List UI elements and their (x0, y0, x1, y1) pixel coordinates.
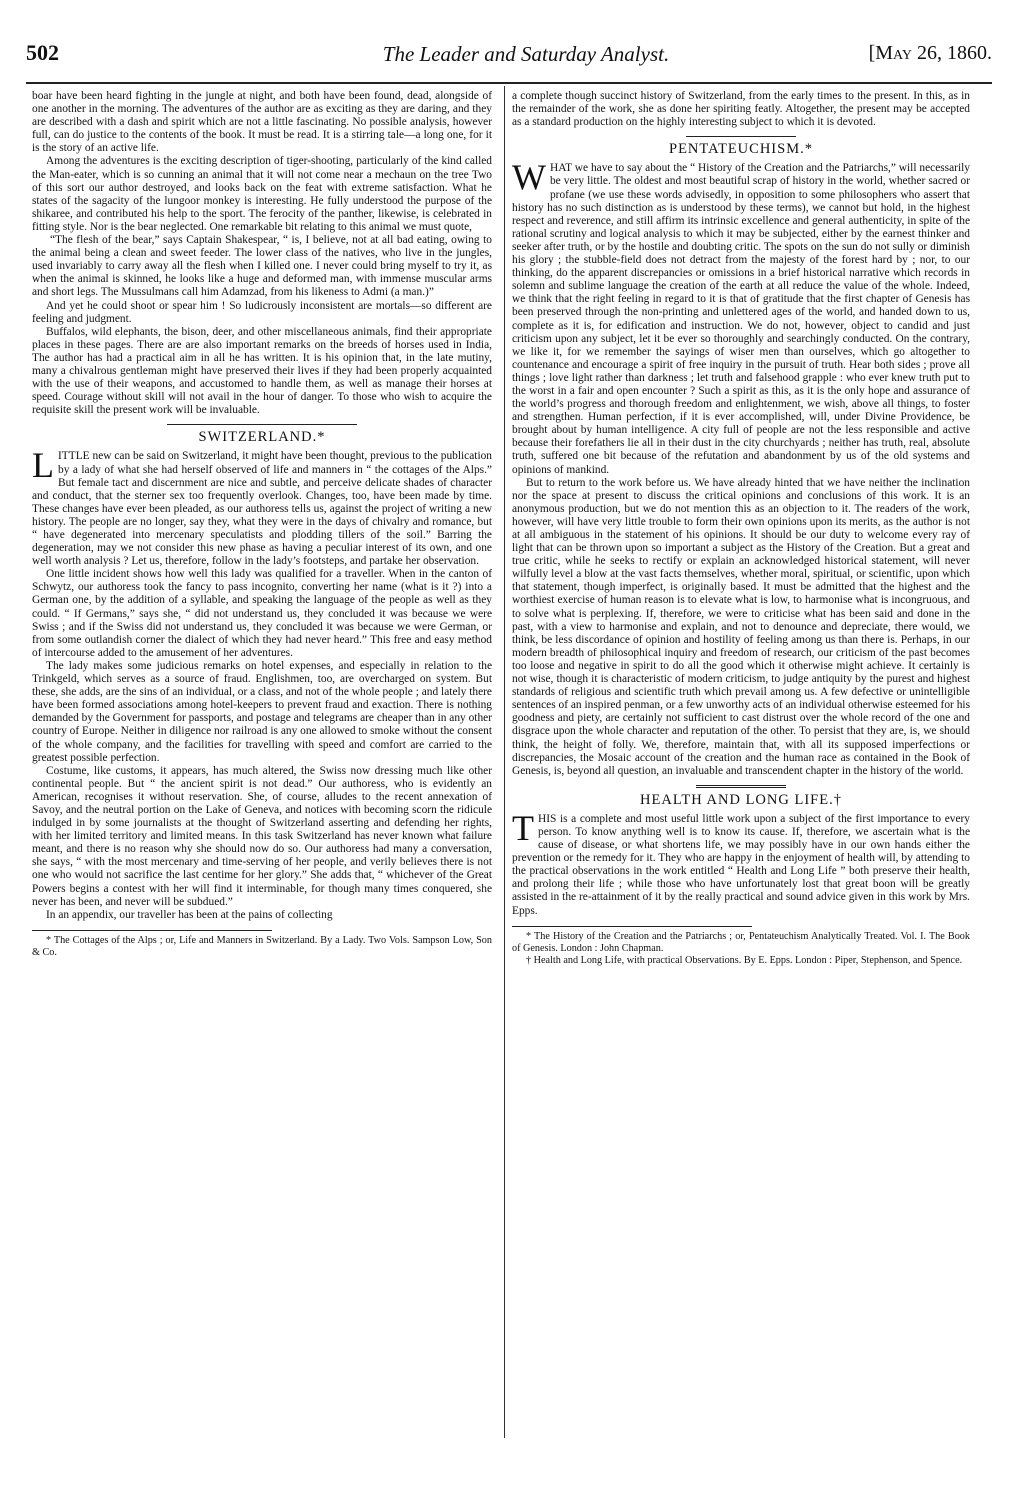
section-heading-switzerland: SWITZERLAND.* (198, 429, 326, 446)
issue-date: [May 26, 1860. (868, 42, 992, 64)
page-number: 502 (26, 40, 59, 65)
lead-paragraph-text: HAT we have to say about the “ History of the Creation and the Patriarchs,” will necessarily be very little. The oldest and most beautiful scrap of history in the world, whether sacred or profane (we use these words advisedly, in opposition to some philosophers who assert that history has no such distinction as is understood by these terms), we cannot but hold, in the highest respect and reverence, and still affirm its intrinsic excellence and general authenticity, in spite of the rational scrutiny and logical analysis to which it may be subjected, either by the earnest thinker and seeker after truth, or by the hostile and doubting critic. The spots on the sun do not sully or diminish his glory ; the stubble-field does not detract from the majesty of the forest hard by ; nor, to our thinking, do the apparent discrepancies or omissions in a brief historical narrative which records in solemn and sublime language the creation of the earth at all reduce the value of the whole. Indeed, we think that the right feeling in regard to it is that of gratitude that the first chapter of Genesis has been preserved through the non-printing and unlettered ages of the world, and handed down to us, complete as it is, for edification and instruction. We do not, however, object to candid and just criticism upon any subject, let it be ever so thoroughly and searchingly conducted. On the contrary, we like it, for we remember the sayings of wiser men than ourselves, which go altogether to countenance and encourage a spirit of free inquiry in the pursuit of truth. Hear both sides ; prove all things ; love light rather than darkness ; let truth and falsehood grapple : who ever knew truth put to the worst in a fair and open encounter ? Such a spirit as this, as it is the only hope and assurance of the world’s progress and thorough freedom and enlightenment, we wish, above all things, to foster and strengthen. Human perfection, if it is ever accomplished, will, under Divine Providence, be brought about by human intelligence. A city full of people are not the less responsible and active because their forefathers lie all in their dust in the city churchyards ; neither has truth, real, absolute truth, suffered one bit because of the refutation and abandonment by us of the old systems and opinions of mankind. (512, 162, 970, 476)
lead-paragraph-text: ITTLE new can be said on Switzerland, it might have been thought, previous to the publication by a lady of what she had herself observed of life and manners in “ the cottages of the Alps.” But female tact and discernment are nice and subtle, and perceive delicate shades of character and conduct, that the sterner sex too frequently overlook. Changes, too, have been made by time. These changes have ever been pleaded, as our authoress tells us, against the project of writing a new history. The people are no longer, say they, what they were in the days of chivalry and romance, but “ have degenerated into mercenary speculatists and plodding tillers of the soil.” Barring the degeneration, may we not consider this new phase as having a peculiar interest of its own, and one well worth analysis ? Let us, therefore, follow in the lady’s footsteps, and partake her observation. (32, 450, 492, 568)
lead-paragraph (32, 445, 492, 568)
paragraph: And yet he could shoot or spear him ! So ludicrously inconsistent are mortals—so different are feeling and judgment. (32, 299, 492, 325)
footnote-rule (512, 926, 752, 927)
footnote: † Health and Long Life, with practical Observations. By E. Epps. London : Piper, Stephenson, and Spence. (526, 954, 963, 966)
paragraph: a complete though succinct history of Switzerland, from the early times to the present. In this, as in the remainder of the work, she as done her spiriting featly. Altogether, the present may be accepted as a standard production on the highly interesting subject to which it is devoted. (512, 90, 970, 129)
section-heading-pentateuchism: PENTATEUCHISM.* (669, 141, 813, 158)
section-rule (167, 424, 357, 425)
page-header (26, 40, 992, 76)
left-column (32, 90, 492, 959)
paragraph: One little incident shows how well this lady was qualified for a traveller. When in the canton of Schwytz, our authoress took the fancy to pass incognito, converting her name (what is it ?) into a German one, by the addition of a syllable, and speaking the language of the people as well as they could. “ If Germans,” says she, “ did not understand us, they concluded it was because we were Swiss ; and if the Swiss did not understand us, they concluded it was because we were German, or from some outlandish corner the dialect of which they had never heard.” This free and easy method of intercourse added to the amusement of her adventures. (32, 568, 492, 659)
lead-paragraph (512, 157, 970, 476)
column-divider (504, 86, 505, 1438)
paragraph: Among the adventures is the exciting description of tiger-shooting, particularly of the kind called the Man-eater, which is so cunning an animal that it will not come near a mechaun on the tree Two of this sort our author destroyed, and looks back on the feat with extreme satisfaction. What he states of the sagacity of the lungoor monkey is interesting. He fully understood the purpose of the shikaree, and contributed his help to the sport. The ferocity of the panther, likewise, is celebrated in fitting style. Nor is the bear neglected. One remarkable bit relating to this animal we must quote, (32, 155, 492, 233)
section-heading-health: HEALTH AND LONG LIFE.† (640, 791, 842, 808)
publication-title: The Leader and Saturday Analyst. (382, 42, 670, 66)
header-rule (26, 82, 992, 84)
paragraph: In an appendix, our traveller has been at the pains of collecting (46, 908, 333, 921)
drop-cap: W (512, 157, 546, 198)
footnote: * The History of the Creation and the Patriarchs ; or, Pentateuchism Analytically Treated. Vol. I. The Book of Genesis. London : John Chapman. (512, 930, 970, 954)
section-rule (696, 785, 786, 788)
drop-cap: L (32, 445, 54, 486)
drop-cap: T (512, 807, 534, 848)
paragraph: But to return to the work before us. We have already hinted that we have neither the inclination nor the space at present to discuss the critical opinions and conclusions of this work. It is an anonymous production, but we do not mention this as an objection to it. The readers of the work, however, will have very little trouble to form their own opinions upon its merits, as the author is not at all ambiguous in the statement of his opinions. It should be our duty to welcome every ray of light that can be thrown upon so important a subject as the History of the Creation. But a great and true critic, while he seeks to rectify or explain an acknowledged historical statement, will never wilfully level a blow at the vast facts themselves, whether moral, spiritual, or scientific, upon which that statement, though imperfect, is originally based. It must be admitted that the highest and the worthiest exercise of human reason is to elevate what is low, to harmonise what is incongruous, and to solve what is perplexing. If, therefore, we were to criticise what has been said and done in the past, with a view to harmonise and explain, and not to denounce and depreciate, there would, we think, be less discordance of opinion and hostility of feeling among us than there is. Perhaps, in our modern breadth of philosophical inquiry and freedom of research, our criticism of the past becomes too loose and negative in spirit to do all the good which it otherwise might achieve. It certainly is not wise, though it is characteristic of modern criticism, to judge antiquity by the purest and highest standards of religious and scientific truth which prevail among us. A few defective or unintelligible sentences of an inspired penman, or a few unworthy acts of an individual otherwise esteemed for his goodness and piety, are certainly not sufficient to cast distrust over the whole record of the one and disgrace upon the whole character and reputation of the other. To persist that they are, is, we should think, the height of folly. We, therefore, maintain that, with all its supposed imperfections or discrepancies, the Mosaic account of the creation and the human race as contained in the Book of Genesis, is, beyond all question, an invaluable and transcendent chapter in the history of the world. (512, 476, 970, 777)
paragraph: Buffalos, wild elephants, the bison, deer, and other miscellaneous animals, find their appropriate places in these pages. There are are also important remarks on the breeds of horses used in India, The author has had a practical aim in all he has written. It is his opinion that, in the late mutiny, many a chivalrous gentleman might have preserved their lives if they had been properly acquainted with the use of their weapons, and accustomed to handle them, as well as manage their horses at speed. Courage without skill will not avail in the hour of danger. To those who wish to acquire the requisite skill the present work will be invaluable. (32, 325, 492, 417)
section-rule (686, 136, 796, 137)
quotation-paragraph: “The flesh of the bear,” says Captain Shakespear, “ is, I believe, not at all bad eating, owing to the animal being a clean and sweet feeder. The lower class of the natives, who live in the jungles, used invariably to carry away all the flesh when I killed one. I never could bring myself to try it, as when the animal is skinned, he looks like a huge and deformed man, with immense muscular arms and short legs. The Mussulmans call him Adamzad, from his likeness to Admi (a man.)” (32, 234, 492, 299)
paragraph: Costume, like customs, it appears, has much altered, the Swiss now dressing much like other continental people. But “ the ancient spirit is not dead.” Our authoress, who is evidently an American, recognises it without reservation. She, of course, alludes to the recent annexation of Savoy, and the neutral portion on the Lake of Geneva, and notices with becoming scorn the ridicule indulged in by some journalists at the thought of Switzerland asserting and defending her rights, with her limited territory and limited means. In this task Switzerland has never known what failure meant, and there is no reason why she should now do so. Our authoress had many a conversation, she says, “ with the most mercenary and time-serving of her people, and verily believes there is not one who would not sacrifice the last centime for her glory.” She adds that, “ whichever of the Great Powers begins a contest with her will find it interminable, for though many times conquered, she never has been, and never will be subdued.” (32, 764, 492, 908)
lead-paragraph (512, 807, 970, 918)
lead-paragraph-text: HIS is a complete and most useful little work upon a subject of the first importance to every person. To know anything well is to know its cause. If, therefore, we ascertain what is the cause of disease, or what shortens life, we may possibly have in our own hands either the prevention or the remedy for it. They who are happy in the enjoyment of health will, by attending to the practical observations in the work entitled “ Health and Long Life ” both preserve their health, and prolong their life ; while those who have unfortunately lost that great boon will be greatly assisted in the re-attainment of it by the really practical and sound advice given in this work by Mrs. Epps. (512, 812, 970, 917)
paragraph: boar have been heard fighting in the jungle at night, and both have been found, dead, alongside of one another in the morning. The adventures of the author are as exciting as they are daring, and they are described with a dash and spirit which are not a little fascinating. No possible analysis, however full, can do justice to the contents of the book. It must be read. It is a stirring tale—a long one, for it is the story of an active life. (32, 90, 492, 155)
paragraph: The lady makes some judicious remarks on hotel expenses, and especially in relation to the Trinkgeld, which serves as a source of fraud. Englishmen, too, are overcharged on system. But these, she adds, are the sins of an individual, or a class, and not of the whole people ; and lately there have been formed associations among hotel-keepers to prevent fraud and exaction. There is nothing demanded by the Government for passports, and postage and telegrams are cheaper than in any other country of Europe. Neither in diligence nor railroad is any one allowed to smoke without the consent of the whole company, and the facilities for travelling with speed and comfort are carried to the greatest possible perfection. (32, 659, 492, 764)
footnote-rule (32, 930, 272, 931)
right-column (512, 90, 970, 967)
footnote: * The Cottages of the Alps ; or, Life and Manners in Switzerland. By a Lady. Two Vols. Sampson Low, Son & Co. (32, 934, 492, 958)
